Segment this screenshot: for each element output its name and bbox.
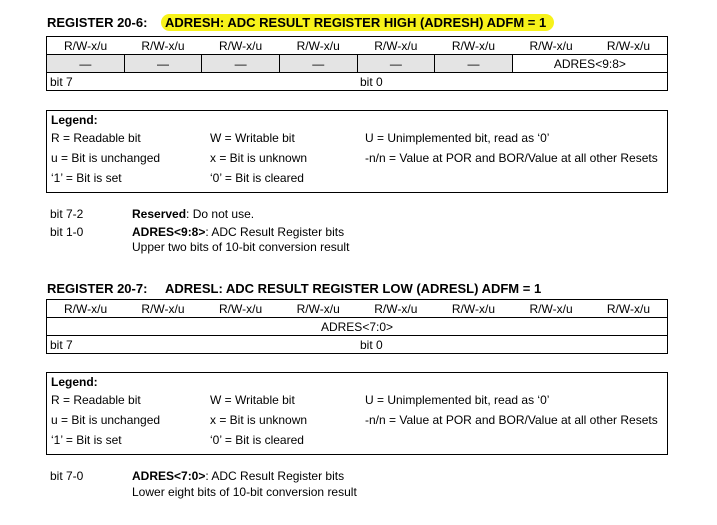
- bit-field-name: Reserved: [132, 207, 187, 221]
- legend-por-value: -n/n = Value at POR and BOR/Value at all other Resets: [365, 413, 658, 427]
- access-cell: R/W-x/u: [47, 300, 125, 318]
- bit-field-name: ADRES<9:8>: [132, 225, 206, 239]
- field-row: [47, 55, 668, 73]
- legend-cleared: ‘0’ = Bit is cleared: [210, 171, 304, 185]
- legend-title: Legend:: [51, 113, 98, 127]
- access-cell: R/W-x/u: [202, 37, 280, 55]
- legend-unimplemented: U = Unimplemented bit, read as ‘0’: [365, 131, 550, 145]
- register-20-6-table: [46, 36, 668, 91]
- unimplemented-cell: —: [124, 55, 202, 73]
- access-cell: R/W-x/u: [47, 37, 125, 55]
- access-cell: R/W-x/u: [435, 300, 513, 318]
- legend-unknown: x = Bit is unknown: [210, 151, 308, 165]
- bit-desc-label: bit 1-0: [50, 225, 84, 239]
- legend-unchanged: u = Bit is unchanged: [51, 413, 161, 427]
- access-cell: R/W-x/u: [124, 37, 202, 55]
- legend-por-value: -n/n = Value at POR and BOR/Value at all other Resets: [365, 151, 658, 165]
- access-row: [47, 300, 668, 318]
- legend-title: Legend:: [51, 375, 98, 389]
- bit-low-label: bit 0: [357, 336, 668, 354]
- access-row: [47, 37, 668, 55]
- bit-high-label: bit 7: [47, 336, 358, 354]
- access-cell: R/W-x/u: [357, 37, 435, 55]
- unimplemented-cell: —: [47, 55, 125, 73]
- bit-field-description: : ADC Result Register bits: [205, 225, 345, 239]
- bit-desc-text: [132, 225, 344, 239]
- legend-set: ‘1’ = Bit is set: [51, 433, 122, 447]
- bit-desc-text: [132, 469, 344, 483]
- bit-field-name: ADRES<7:0>: [132, 469, 206, 483]
- legend-writable: W = Writable bit: [210, 393, 295, 407]
- register-number: REGISTER 20-7:: [47, 281, 148, 296]
- register-20-7-title: [47, 281, 541, 296]
- access-cell: R/W-x/u: [512, 37, 590, 55]
- adfm-value: 1: [539, 15, 547, 30]
- access-cell: R/W-x/u: [590, 37, 668, 55]
- access-cell: R/W-x/u: [590, 300, 668, 318]
- unimplemented-cell: —: [202, 55, 280, 73]
- access-cell: R/W-x/u: [435, 37, 513, 55]
- bit-range-row: [47, 73, 668, 91]
- legend-readable: R = Readable bit: [51, 393, 141, 407]
- adres-7-0-field: ADRES<7:0>: [47, 318, 668, 336]
- legend-cleared: ‘0’ = Bit is cleared: [210, 433, 304, 447]
- access-cell: R/W-x/u: [279, 300, 357, 318]
- adres-9-8-field: ADRES<9:8>: [512, 55, 667, 73]
- bit-desc-line2: Lower eight bits of 10-bit conversion result: [132, 485, 357, 499]
- access-cell: R/W-x/u: [279, 37, 357, 55]
- unimplemented-cell: —: [435, 55, 513, 73]
- bit-range-row: [47, 336, 668, 354]
- legend-readable: R = Readable bit: [51, 131, 141, 145]
- bit-field-description: : Do not use.: [186, 207, 255, 221]
- register-20-6-title: [47, 15, 554, 30]
- unimplemented-cell: —: [357, 55, 435, 73]
- legend-box-2: [46, 372, 668, 455]
- access-cell: R/W-x/u: [124, 300, 202, 318]
- bit-field-description: : ADC Result Register bits: [205, 469, 345, 483]
- legend-set: ‘1’ = Bit is set: [51, 171, 122, 185]
- legend-writable: W = Writable bit: [210, 131, 295, 145]
- access-cell: R/W-x/u: [202, 300, 280, 318]
- legend-unknown: x = Bit is unknown: [210, 413, 308, 427]
- register-number: REGISTER 20-6:: [47, 15, 148, 30]
- access-cell: R/W-x/u: [357, 300, 435, 318]
- adfm-value: 1: [533, 281, 542, 296]
- unimplemented-cell: —: [279, 55, 357, 73]
- bit-low-label: bit 0: [357, 73, 668, 91]
- register-20-7-table: [46, 299, 668, 354]
- bit-high-label: bit 7: [47, 73, 358, 91]
- register-name: ADRESH: ADC RESULT REGISTER HIGH (ADRESH) ADFM =: [165, 15, 539, 30]
- bit-desc-line2: Upper two bits of 10-bit conversion result: [132, 240, 350, 254]
- access-cell: R/W-x/u: [512, 300, 590, 318]
- field-row: [47, 318, 668, 336]
- legend-box-1: [46, 110, 668, 193]
- register-name-highlight: [161, 14, 554, 31]
- bit-desc-text: [132, 207, 254, 221]
- bit-desc-label: bit 7-0: [50, 469, 84, 483]
- register-name: ADRESL: ADC RESULT REGISTER LOW (ADRESL) ADFM =: [165, 281, 534, 296]
- legend-unimplemented: U = Unimplemented bit, read as ‘0’: [365, 393, 550, 407]
- legend-unchanged: u = Bit is unchanged: [51, 151, 161, 165]
- bit-desc-label: bit 7-2: [50, 207, 84, 221]
